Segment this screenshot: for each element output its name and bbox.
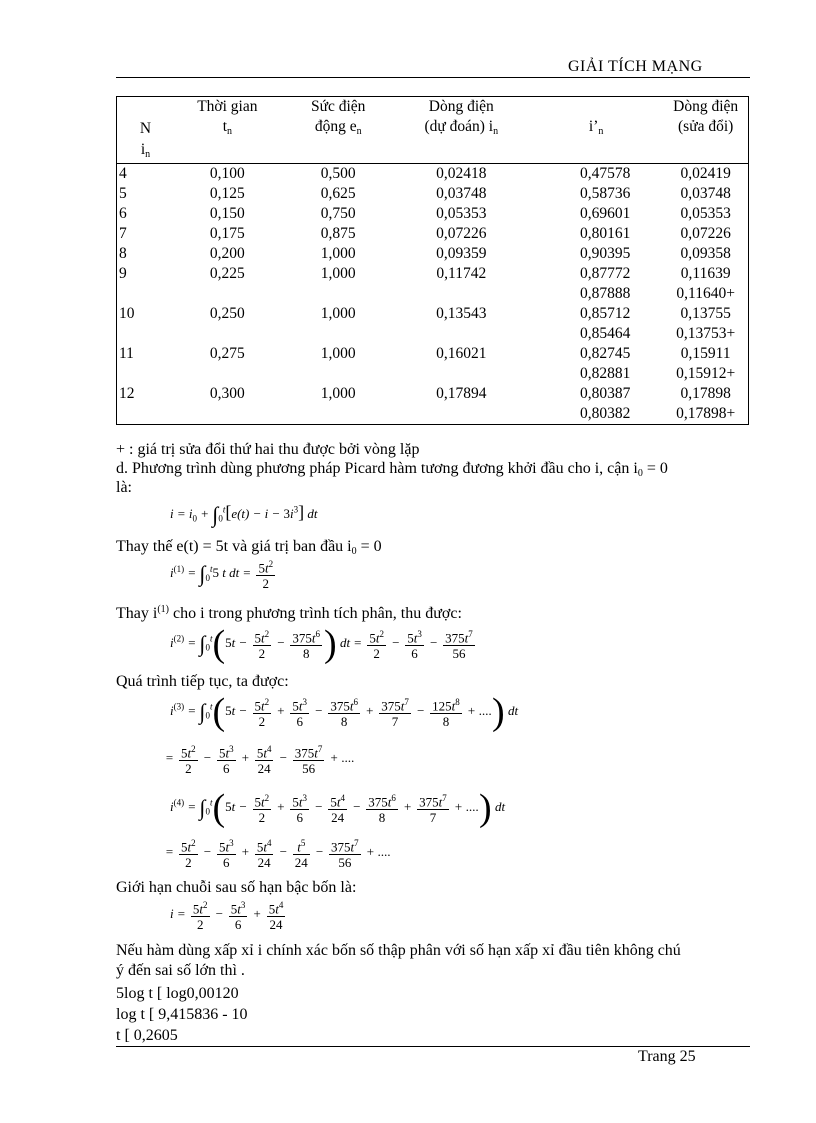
cell-n: 5 [119, 185, 127, 202]
cell-time: 0,175 [209, 225, 245, 242]
cell-predicted: 0,09359 [436, 245, 487, 262]
cell-corrected: 0,07226 [680, 225, 731, 242]
data-table [116, 96, 749, 425]
log-line-2: log t [ 9,415836 - 10 [116, 1006, 248, 1023]
table-row [117, 344, 749, 364]
cell-corrected: 0,13755 [680, 305, 731, 322]
equation-final: i = $\frac{5t^2}{2}$ − $\frac{5t^3}{6}$ + $\frac{5t^4}{24}$ [170, 900, 284, 933]
cell-emf: 0,500 [320, 165, 356, 182]
cell-predicted: 0,17894 [436, 385, 487, 402]
cell-time [172, 324, 283, 344]
cell-corrected: 0,15912+ [676, 365, 736, 382]
cell-predicted: 0,02418 [436, 165, 487, 182]
table-row [117, 224, 749, 244]
cell-i-prime: 0,85464 [579, 325, 631, 342]
cell-n [117, 284, 172, 304]
cell-i-prime: 0,90395 [579, 245, 631, 262]
cell-emf [283, 404, 394, 425]
table-row [117, 264, 749, 284]
header-corrected-current: Dòng điện (sửa đổi) [673, 98, 739, 135]
paragraph-continue: Quá trình tiếp tục, ta được: [116, 673, 289, 690]
cell-i-prime: 0,87772 [579, 265, 631, 282]
equation-picard: $i = i_0 + \int_0^t[e(t) - i - 3i^3]$ dt [170, 502, 318, 528]
cell-corrected: 0,05353 [680, 205, 731, 222]
cell-time: 0,100 [209, 165, 245, 182]
cell-time: 0,225 [209, 265, 245, 282]
cell-time [172, 404, 283, 425]
cell-time: 0,200 [209, 245, 245, 262]
cell-emf [283, 324, 394, 344]
header-rule [116, 77, 750, 78]
cell-i-prime: 0,47578 [579, 165, 631, 182]
cell-time: 0,150 [209, 205, 245, 222]
cell-corrected: 0,09358 [680, 245, 731, 262]
cell-emf: 0,625 [320, 185, 356, 202]
cell-time [172, 284, 283, 304]
table-row [117, 284, 749, 304]
paragraph-substitute: Thay thế e(t) = 5t và giá trị ban đầu $i_0 = 0$ [116, 538, 382, 557]
cell-n: 10 [119, 305, 135, 322]
paragraph-substitute-i1: Thay $i^{(1)}$ cho i trong phương trình tích phân, thu được: [116, 604, 462, 622]
cell-predicted: 0,05353 [436, 205, 487, 222]
table-row [117, 204, 749, 224]
cell-time: 0,300 [209, 385, 245, 402]
cell-predicted [394, 364, 529, 384]
cell-emf: 0,750 [320, 205, 356, 222]
table-header-row [117, 97, 749, 143]
table-row [117, 244, 749, 264]
header-time: Thời gian $t_n$ [197, 98, 258, 137]
header-n-sub: $i_n$ [140, 141, 151, 160]
equation-i3: $i^{(3)} = \int_0^t(5t$ − $\frac{5t^2}{2}$ + $\frac{5t^3}{6}$ − $\frac{375t^6}{8}$ + $\frac{375t^7}{7}$ − $\frac{125t^8}{8}$ + ....) dt [170, 691, 519, 733]
cell-i-prime: 0,80161 [579, 225, 631, 242]
table-header-sub-row [117, 142, 749, 164]
cell-corrected: 0,17898 [680, 385, 731, 402]
cell-n: 12 [119, 385, 135, 402]
cell-predicted [394, 404, 529, 425]
cell-corrected: 0,17898+ [676, 405, 736, 422]
header-n: N [139, 120, 152, 137]
cell-n: 8 [119, 245, 127, 262]
cell-time: 0,275 [209, 345, 245, 362]
cell-corrected: 0,03748 [680, 185, 731, 202]
page-number: Trang 25 [638, 1048, 696, 1065]
table-row [117, 164, 749, 185]
paragraph-picard-cont: là: [116, 479, 132, 496]
table-row [117, 384, 749, 404]
cell-emf: 0,875 [320, 225, 356, 242]
equation-i1: $i^{(1)} = \int_0^t5$ t dt = $\frac{5t^2}{2}$ [170, 559, 274, 592]
paragraph-limit: Giới hạn chuỗi sau số hạn bậc bốn là: [116, 879, 357, 896]
equation-i2: $i^{(2)} = \int_0^t(5t$ − $\frac{5t^2}{2}$ − $\frac{375t^6}{8}$ ) dt = $\frac{5t^2}{2}$ − $\frac{5t^3}{6}$ − $\frac{375t^7}{56}$ [170, 623, 473, 665]
log-line-1: 5log t [ log0,00120 [116, 985, 239, 1002]
paragraph-accuracy: Nếu hàm dùng xấp xỉ i chính xác bốn số thập phân với số hạn xấp xỉ đầu tiên không chú [116, 942, 681, 959]
cell-n: 9 [119, 265, 127, 282]
header-i-prime: $i’_n$ [588, 118, 604, 137]
equation-i4: $i^{(4)} = \int_0^t(5t$ − $\frac{5t^2}{2}$ + $\frac{5t^3}{6}$ − $\frac{5t^4}{24}$ − $\frac{375t^6}{8}$ + $\frac{375t^7}{7}$ + ....) dt [170, 787, 506, 829]
cell-predicted: 0,03748 [436, 185, 487, 202]
cell-corrected: 0,11640+ [676, 285, 735, 302]
cell-n [117, 364, 172, 384]
cell-i-prime: 0,82881 [579, 365, 631, 382]
cell-emf: 1,000 [320, 305, 356, 322]
cell-i-prime: 0,82745 [579, 345, 631, 362]
cell-emf: 1,000 [320, 245, 356, 262]
header-emf: Sức điện động $e_n$ [310, 98, 366, 137]
page-header-title: GIẢI TÍCH MẠNG [568, 58, 703, 75]
cell-corrected: 0,13753+ [676, 325, 736, 342]
cell-emf: 1,000 [320, 385, 356, 402]
cell-n: 6 [119, 205, 127, 222]
cell-n [117, 324, 172, 344]
equation-i3-result: = $\frac{5t^2}{2}$ − $\frac{5t^3}{6}$ + $\frac{5t^4}{24}$ − $\frac{375t^7}{56}$ + .... [165, 744, 355, 777]
cell-predicted [394, 324, 529, 344]
note-text: + : giá trị sửa đổi thứ hai thu được bởi vòng lặp [116, 441, 420, 458]
cell-i-prime: 0,80382 [579, 405, 631, 422]
cell-time [172, 364, 283, 384]
table-row [117, 364, 749, 384]
cell-i-prime: 0,80387 [579, 385, 631, 402]
cell-time: 0,125 [209, 185, 245, 202]
cell-corrected: 0,02419 [680, 165, 731, 182]
cell-emf [283, 364, 394, 384]
cell-predicted: 0,13543 [436, 305, 487, 322]
cell-predicted: 0,11742 [436, 265, 487, 282]
cell-predicted [394, 284, 529, 304]
cell-i-prime: 0,87888 [579, 285, 631, 302]
table-row [117, 404, 749, 425]
cell-corrected: 0,11639 [680, 265, 731, 282]
header-predicted-current: Dòng điện (dự đoán) $i_n$ [424, 98, 499, 137]
paragraph-accuracy-cont: ý đến sai số lớn thì . [116, 962, 245, 979]
cell-corrected: 0,15911 [680, 345, 731, 362]
cell-n: 11 [119, 345, 134, 362]
cell-time: 0,250 [209, 305, 245, 322]
cell-emf: 1,000 [320, 265, 356, 282]
cell-n [117, 404, 172, 425]
equation-i4-result: = $\frac{5t^2}{2}$ − $\frac{5t^3}{6}$ + $\frac{5t^4}{24}$ − $\frac{t^5}{24}$ − $\frac{375t^7}{56}$ + .... [165, 838, 391, 871]
cell-emf [283, 284, 394, 304]
paragraph-picard: d. Phương trình dùng phương pháp Picard hàm tương đương khởi đầu cho i, cận $i_0 = 0$ [116, 460, 668, 479]
table-row [117, 304, 749, 324]
table-row [117, 324, 749, 344]
table-row [117, 184, 749, 204]
cell-emf: 1,000 [320, 345, 356, 362]
cell-n: 4 [119, 165, 127, 182]
log-line-3: t [ 0,2605 [116, 1027, 178, 1044]
cell-predicted: 0,07226 [436, 225, 487, 242]
footer-rule [116, 1046, 750, 1047]
cell-i-prime: 0,85712 [579, 305, 631, 322]
cell-n: 7 [119, 225, 127, 242]
cell-i-prime: 0,58736 [579, 185, 631, 202]
cell-i-prime: 0,69601 [579, 205, 631, 222]
cell-predicted: 0,16021 [436, 345, 487, 362]
